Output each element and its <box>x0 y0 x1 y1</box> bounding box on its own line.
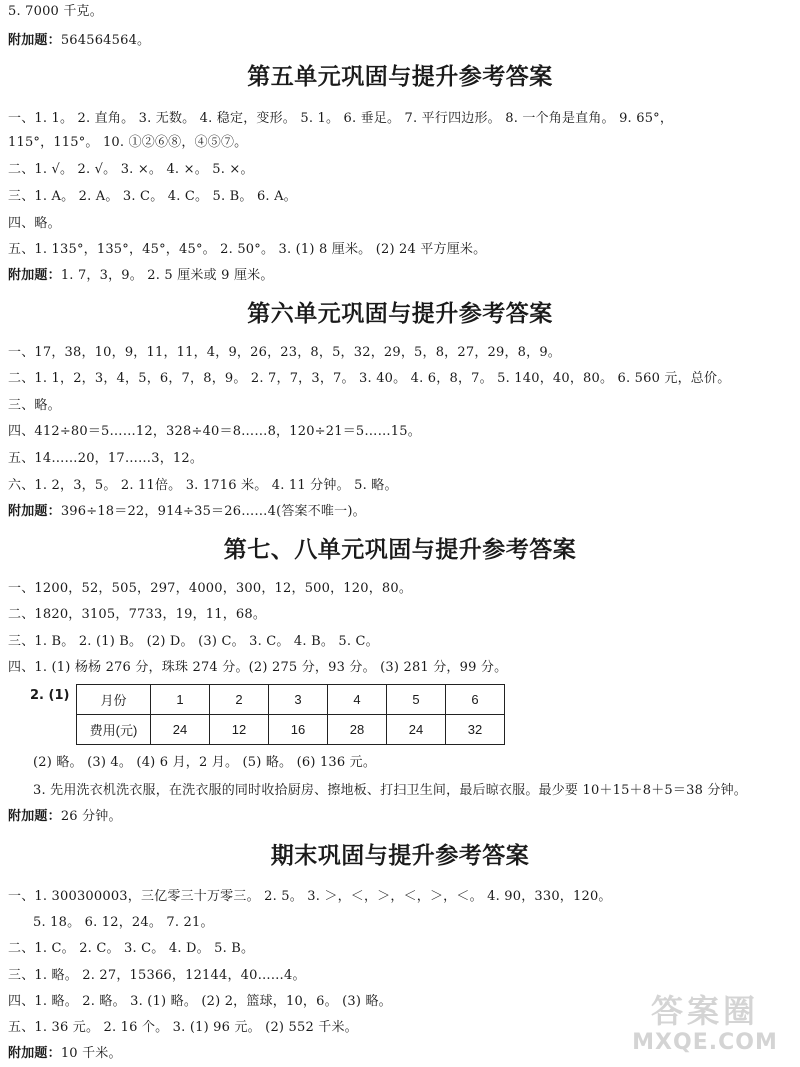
table-cell: 2 <box>210 685 269 715</box>
unit6-title: 第六单元巩固与提升参考答案 <box>247 301 553 327</box>
table-cell: 24 <box>387 715 446 745</box>
site-watermark <box>616 992 794 1062</box>
table-row <box>77 685 505 715</box>
unit6-line-6: 六、1. 2，3，5。 2. 11倍。 3. 1716 米。 4. 11 分钟。 5. 略。 <box>8 478 398 493</box>
unit78-q2-label <box>30 687 69 705</box>
final-line-3: 二、1. C。 2. C。 3. C。 4. D。 5. B。 <box>8 941 255 956</box>
bonus-text: 10 千米。 <box>60 1046 122 1061</box>
final-line-5: 四、1. 略。 2. 略。 3. (1) 略。 (2) 2，篮球，10，6。 (3) 略。 <box>8 994 392 1009</box>
bonus-text: 396÷18＝22，914÷35＝26……4(答案不唯一)。 <box>60 504 366 519</box>
table-cell: 16 <box>269 715 328 745</box>
table-cell: 4 <box>328 685 387 715</box>
unit78-line-4: 四、1. (1) 杨杨 276 分，珠珠 274 分。(2) 275 分，93 分。 (3) 281 分，99 分。 <box>8 660 508 675</box>
unit6-line-3: 三、略。 <box>8 398 61 413</box>
table-cell: 5 <box>387 685 446 715</box>
unit5-line-3: 二、1. √。 2. √。 3. ×。 4. ×。 5. ×。 <box>8 162 254 177</box>
table-cell: 12 <box>210 715 269 745</box>
watermark-bottom: MXQE.COM <box>632 1030 778 1055</box>
unit5-title: 第五单元巩固与提升参考答案 <box>247 64 553 90</box>
bonus-label: 附加题： <box>8 809 61 824</box>
unit6-line-5: 五、14……20，17……3，12。 <box>8 451 204 466</box>
bonus-label: 附加题： <box>8 1046 61 1061</box>
bonus-text: 564564564。 <box>60 33 151 48</box>
bonus-label: 附加题： <box>8 504 61 519</box>
table-row <box>77 715 505 745</box>
unit5-line-1: 一、1. 1。 2. 直角。 3. 无数。 4. 稳定，变形。 5. 1。 6. 垂足。 7. 平行四边形。 8. 一个角是直角。 9. 65°， <box>8 111 674 126</box>
final-title: 期末巩固与提升参考答案 <box>270 843 530 869</box>
final-line-1: 一、1. 300300003，三亿零三十万零三。 2. 5。 3. ＞，＜，＞，＜，＞，＜。 4. 90，330，120。 <box>8 889 612 904</box>
unit78-bonus-line <box>8 808 122 826</box>
unit6-bonus-line <box>8 503 366 521</box>
table-cell: 6 <box>446 685 505 715</box>
unit5-line-6: 五、1. 135°，135°，45°，45°。 2. 50°。 3. (1) 8 厘米。 (2) 24 平方厘米。 <box>8 242 487 257</box>
table-cell: 28 <box>328 715 387 745</box>
unit78-line-1: 一、1200，52，505，297，4000，300，12，500，120，80。 <box>8 581 413 596</box>
table-cell: 3 <box>269 685 328 715</box>
unit78-line-6: (2) 略。 (3) 4。 (4) 6 月，2 月。 (5) 略。 (6) 136 元。 <box>33 755 377 770</box>
final-line-4: 三、1. 略。 2. 27，15366，12144，40……4。 <box>8 968 306 983</box>
unit6-line-2: 二、1. 1，2，3，4，5，6，7，8，9。 2. 7，7，3，7。 3. 40。 4. 6，8，7。 5. 140，40，80。 6. 560 元，总价。 <box>8 371 731 386</box>
final-bonus-line <box>8 1045 122 1063</box>
unit5-line-2: 115°，115°。 10. ①②⑥⑧，④⑤⑦。 <box>8 135 248 150</box>
unit6-line-4: 四、412÷80＝5……12，328÷40＝8……8，120÷21＝5……15。 <box>8 424 421 439</box>
unit5-line-5: 四、略。 <box>8 216 61 231</box>
fee-table <box>76 684 505 745</box>
top-line-1: 5. 7000 千克。 <box>8 4 103 19</box>
table-header-cost: 费用(元) <box>77 715 151 745</box>
unit78-line-2: 二、1820，3105，7733，19，11，68。 <box>8 607 267 622</box>
table-cell: 32 <box>446 715 505 745</box>
top-bonus-line <box>8 32 150 50</box>
bonus-text: 1. 7，3，9。 2. 5 厘米或 9 厘米。 <box>60 268 274 283</box>
unit6-line-1: 一、17，38，10，9，11，11，4，9，26，23，8，5，32，29，5，8，27，29，8，9。 <box>8 345 562 360</box>
watermark-top: 答案圈 <box>650 992 759 1030</box>
final-line-2: 5. 18。 6. 12，24。 7. 21。 <box>33 915 214 930</box>
unit5-bonus-line <box>8 267 274 285</box>
bonus-label: 附加题： <box>8 268 61 283</box>
unit78-title: 第七、八单元巩固与提升参考答案 <box>223 537 577 563</box>
final-line-6: 五、1. 36 元。 2. 16 个。 3. (1) 96 元。 (2) 552 千米。 <box>8 1020 358 1035</box>
bonus-label: 附加题： <box>8 33 61 48</box>
q2-label-text: 2. (1) <box>30 688 70 703</box>
unit78-line-7: 3. 先用洗衣机洗衣服，在洗衣服的同时收拾厨房、擦地板、打扫卫生间，最后晾衣服。最少要 10＋15＋8＋5＝38 分钟。 <box>33 783 747 798</box>
bonus-text: 26 分钟。 <box>60 809 122 824</box>
table-cell: 1 <box>151 685 210 715</box>
table-cell: 24 <box>151 715 210 745</box>
unit5-line-4: 三、1. A。 2. A。 3. C。 4. C。 5. B。 6. A。 <box>8 189 297 204</box>
unit78-line-3: 三、1. B。 2. (1) B。 (2) D。 (3) C。 3. C。 4. B。 5. C。 <box>8 634 379 649</box>
table-header-month: 月份 <box>77 685 151 715</box>
